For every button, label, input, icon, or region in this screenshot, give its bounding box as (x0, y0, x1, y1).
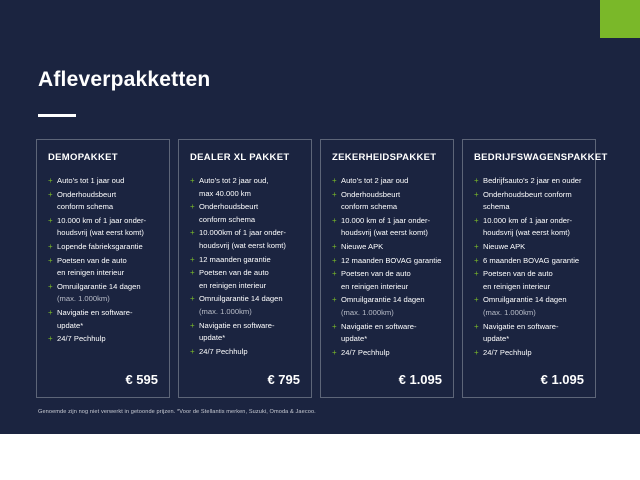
feature-line: Lopende fabrieksgarantie (57, 241, 143, 251)
accent-block (600, 0, 640, 38)
feature-item (332, 321, 442, 346)
feature-item (48, 241, 158, 254)
plus-icon: + (190, 268, 195, 278)
plus-icon: + (48, 241, 53, 251)
feature-item (332, 255, 442, 268)
feature-item (332, 215, 442, 240)
plus-icon: + (48, 215, 53, 225)
feature-line: Auto's tot 2 jaar oud, (199, 176, 269, 185)
feature-item (48, 215, 158, 240)
plus-icon: + (48, 281, 53, 291)
package-price: € 1.095 (540, 372, 584, 388)
feature-line: Onderhoudsbeurt (57, 189, 117, 199)
feature-line: 24/7 Pechhulp (199, 346, 248, 356)
plus-icon: + (48, 176, 53, 185)
feature-line: Poetsen van de auto (483, 269, 553, 279)
plus-icon: + (474, 321, 479, 331)
feature-line: Auto's tot 2 jaar oud (341, 176, 409, 185)
feature-line: houdsvrij (wat eerst komt) (57, 228, 144, 238)
feature-line: Navigatie en software-update* (483, 321, 559, 344)
feature-line: Omruilgarantie 14 dagen (341, 295, 425, 305)
feature-item (474, 189, 584, 214)
feature-list (474, 175, 584, 360)
plus-icon: + (190, 346, 195, 356)
plus-icon: + (332, 176, 337, 185)
feature-list (48, 175, 158, 360)
feature-item (332, 241, 442, 254)
package-card[interactable] (178, 139, 312, 398)
package-price: € 795 (267, 372, 300, 388)
feature-item (332, 175, 442, 188)
feature-item (48, 189, 158, 214)
feature-item (332, 347, 442, 360)
feature-line: houdsvrij (wat eerst komt) (341, 228, 428, 238)
plus-icon: + (332, 347, 337, 357)
package-cards (36, 139, 606, 398)
plus-icon: + (474, 269, 479, 279)
plus-icon: + (332, 321, 337, 331)
feature-item (190, 227, 300, 252)
package-card-title: ZEKERHEIDSPAKKET (332, 152, 437, 163)
plus-icon: + (474, 347, 479, 357)
package-card[interactable] (462, 139, 608, 398)
feature-line: conform schema (341, 202, 398, 212)
feature-line-note: (max. 1.000km) (57, 294, 110, 304)
feature-item (332, 268, 442, 293)
feature-line: 10.000 km of 1 jaar onder- (341, 215, 431, 225)
feature-line: 12 maanden garantie (199, 254, 271, 264)
feature-line: 10.000 km of 1 jaar onder- (483, 215, 573, 225)
feature-line-note: (max. 1.000km) (341, 307, 394, 317)
feature-item (190, 254, 300, 267)
plus-icon: + (190, 254, 195, 264)
plus-icon: + (474, 215, 479, 225)
page-title: Afleverpakketten (38, 68, 211, 91)
feature-line: 24/7 Pechhulp (341, 347, 390, 357)
feature-line: max 40.000 km (199, 188, 251, 198)
footnote: Genoemde zijn nog niet verwerkt in getoonde prijzen. *Voor de Stellantis merken, Suzuki, Omoda & Jaecoo. (38, 409, 316, 415)
feature-line-note: (max. 1.000km) (483, 307, 536, 317)
feature-item (190, 175, 300, 200)
package-price: € 1.095 (398, 372, 442, 388)
feature-line: en reinigen interieur (341, 281, 409, 291)
feature-item (474, 241, 584, 254)
package-price: € 595 (125, 372, 158, 388)
feature-item (48, 307, 158, 332)
package-card-title: DEMOPAKKET (48, 152, 118, 163)
feature-line: Poetsen van de auto (341, 269, 411, 279)
feature-item (190, 267, 300, 292)
plus-icon: + (190, 202, 195, 212)
feature-line: Auto's tot 1 jaar oud (57, 176, 125, 185)
feature-line: Onderhoudsbeurt (341, 189, 401, 199)
plus-icon: + (474, 295, 479, 305)
feature-line: 6 maanden BOVAG garantie (483, 255, 580, 265)
package-card-title: BEDRIJFSWAGENSPAKKET (474, 152, 608, 163)
feature-line-note: (max. 1.000km) (199, 306, 252, 316)
feature-item (48, 255, 158, 280)
feature-item (474, 215, 584, 240)
feature-item (48, 333, 158, 346)
feature-item (190, 293, 300, 318)
plus-icon: + (474, 176, 479, 185)
feature-line: Omruilgarantie 14 dagen (199, 294, 283, 304)
feature-item (332, 189, 442, 214)
feature-item (190, 201, 300, 226)
feature-item (474, 268, 584, 293)
plus-icon: + (190, 176, 195, 185)
plus-icon: + (332, 269, 337, 279)
feature-line: houdsvrij (wat eerst komt) (483, 228, 570, 238)
plus-icon: + (190, 320, 195, 330)
package-card[interactable] (320, 139, 454, 398)
feature-line: Navigatie en software-update* (199, 320, 275, 343)
feature-item (48, 175, 158, 188)
feature-line: conform schema (57, 202, 114, 212)
plus-icon: + (474, 189, 479, 199)
plus-icon: + (190, 228, 195, 238)
feature-item (48, 281, 158, 306)
plus-icon: + (332, 255, 337, 265)
feature-line: 24/7 Pechhulp (57, 334, 106, 344)
feature-list (332, 175, 442, 360)
feature-line: 10.000 km of 1 jaar onder- (57, 215, 147, 225)
feature-line: Omruilgarantie 14 dagen (483, 295, 567, 305)
plus-icon: + (332, 189, 337, 199)
feature-line: Onderhoudsbeurt conform (483, 189, 572, 199)
feature-item (190, 346, 300, 359)
title-underline (38, 114, 76, 117)
feature-item (190, 320, 300, 345)
feature-list (190, 175, 300, 360)
feature-line: Navigatie en software-update* (57, 307, 133, 330)
feature-line: Navigatie en software-update* (341, 321, 417, 344)
plus-icon: + (190, 294, 195, 304)
plus-icon: + (474, 255, 479, 265)
feature-line: 24/7 Pechhulp (483, 347, 532, 357)
plus-icon: + (474, 241, 479, 251)
package-card[interactable] (36, 139, 170, 398)
plus-icon: + (332, 215, 337, 225)
feature-line: en reinigen interieur (57, 268, 125, 278)
plus-icon: + (48, 334, 53, 344)
feature-line: Nieuwe APK (483, 241, 526, 251)
package-card-title: DEALER XL PAKKET (190, 152, 290, 163)
plus-icon: + (48, 307, 53, 317)
feature-line: schema (483, 202, 510, 212)
plus-icon: + (48, 255, 53, 265)
plus-icon: + (48, 189, 53, 199)
feature-line: Poetsen van de auto (199, 268, 269, 278)
feature-line: 12 maanden BOVAG garantie (341, 255, 442, 265)
feature-line: en reinigen interieur (483, 281, 551, 291)
feature-item (474, 255, 584, 268)
feature-line: houdsvrij (wat eerst komt) (199, 240, 286, 250)
plus-icon: + (332, 241, 337, 251)
feature-line: conform schema (199, 214, 256, 224)
feature-item (474, 321, 584, 346)
feature-line: Bedrijfsauto's 2 jaar en ouder (483, 176, 582, 185)
feature-line: Onderhoudsbeurt (199, 202, 259, 212)
feature-item (474, 175, 584, 188)
feature-line: en reinigen interieur (199, 280, 267, 290)
feature-line: 10.000km of 1 jaar onder- (199, 228, 286, 238)
plus-icon: + (332, 295, 337, 305)
feature-line: Nieuwe APK (341, 241, 384, 251)
feature-item (474, 347, 584, 360)
feature-line: Omruilgarantie 14 dagen (57, 281, 141, 291)
feature-item (332, 294, 442, 319)
feature-line: Poetsen van de auto (57, 255, 127, 265)
feature-item (474, 294, 584, 319)
